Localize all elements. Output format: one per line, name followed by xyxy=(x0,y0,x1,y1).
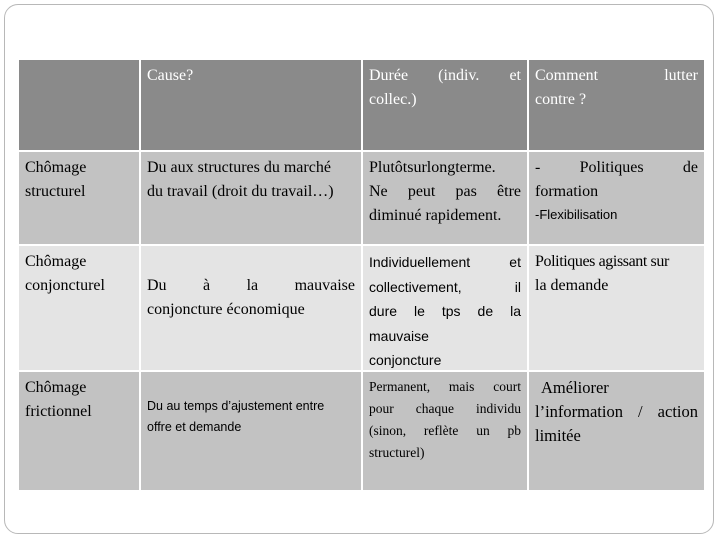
duree-line1: Plutôtsurlongterme. xyxy=(369,159,496,176)
header-duree-line2: collec.) xyxy=(369,91,417,108)
row-structurel-duree-cell xyxy=(363,152,527,244)
duree-line5: conjoncture xyxy=(369,352,442,368)
header-comment-cell xyxy=(529,60,704,150)
row-conjoncturel-comment-cell xyxy=(529,246,704,370)
row-conjoncturel-cause-cell xyxy=(141,246,361,370)
header-duree-line1: Durée (indiv. et xyxy=(369,67,521,84)
row-frictionnel-cause-cell xyxy=(141,372,361,490)
header-corner-cell xyxy=(19,60,139,150)
comment-line3: limitée xyxy=(535,426,581,445)
row-structurel-label-cell xyxy=(19,152,139,244)
comment-line2: la demande xyxy=(535,277,609,294)
cause-line2: conjoncture économique xyxy=(147,301,305,318)
duree-line3: dure le tps de la xyxy=(369,303,521,319)
row-conjoncturel-duree-cell xyxy=(363,246,527,370)
duree-line2: pour chaque individu xyxy=(369,401,521,416)
comment-line1: - Politiques de xyxy=(535,159,698,176)
row-label-line2: structurel xyxy=(25,183,86,200)
duree-line2: Ne peut pas être xyxy=(369,183,521,200)
row-frictionnel-duree-cell xyxy=(363,372,527,490)
duree-line1: Permanent, mais court xyxy=(369,379,521,394)
row-label-line1: Chômage xyxy=(25,159,87,176)
unemployment-table xyxy=(19,60,704,490)
row-structurel-cause-cell xyxy=(141,152,361,244)
comment-line2: l’information / action xyxy=(535,402,698,421)
header-duree-cell xyxy=(363,60,527,150)
cause-line2: du travail (droit du travail…) xyxy=(147,183,334,200)
row-structurel-comment-cell xyxy=(529,152,704,244)
cause-line1: Du au temps d’ajustement entre xyxy=(147,399,325,413)
row-frictionnel-comment-cell xyxy=(529,372,704,490)
header-comment-line1: Comment lutter xyxy=(535,67,698,84)
duree-line2: collectivement, il xyxy=(369,278,521,295)
row-label-line1: Chômage xyxy=(25,379,87,396)
comment-line2: formation xyxy=(535,183,599,200)
row-frictionnel-label-cell xyxy=(19,372,139,490)
slide-frame xyxy=(4,4,714,534)
row-label-line2: conjoncturel xyxy=(25,277,105,294)
duree-line3: diminué rapidement. xyxy=(369,207,502,224)
comment-line3: -Flexibilisation xyxy=(535,207,618,222)
duree-line4: mauvaise xyxy=(369,327,429,344)
row-label-line1: Chômage xyxy=(25,253,87,270)
duree-line4: structurel) xyxy=(369,445,425,460)
header-cause-cell xyxy=(141,60,361,150)
cause-line1: Du à la mauvaise xyxy=(147,277,355,294)
comment-line1: Politiques agissant sur xyxy=(535,253,669,270)
comment-line1: Améliorer xyxy=(541,378,609,397)
row-label-line2: frictionnel xyxy=(25,403,92,420)
duree-line1: Individuellement et xyxy=(369,254,521,270)
cause-line1: Du aux structures du marché xyxy=(147,159,331,176)
cause-line2: offre et demande xyxy=(147,420,242,434)
header-cause: Cause? xyxy=(147,67,194,84)
row-conjoncturel-label-cell xyxy=(19,246,139,370)
duree-line3: (sinon, reflète un pb xyxy=(369,423,521,438)
header-comment-line2: contre ? xyxy=(535,91,587,108)
